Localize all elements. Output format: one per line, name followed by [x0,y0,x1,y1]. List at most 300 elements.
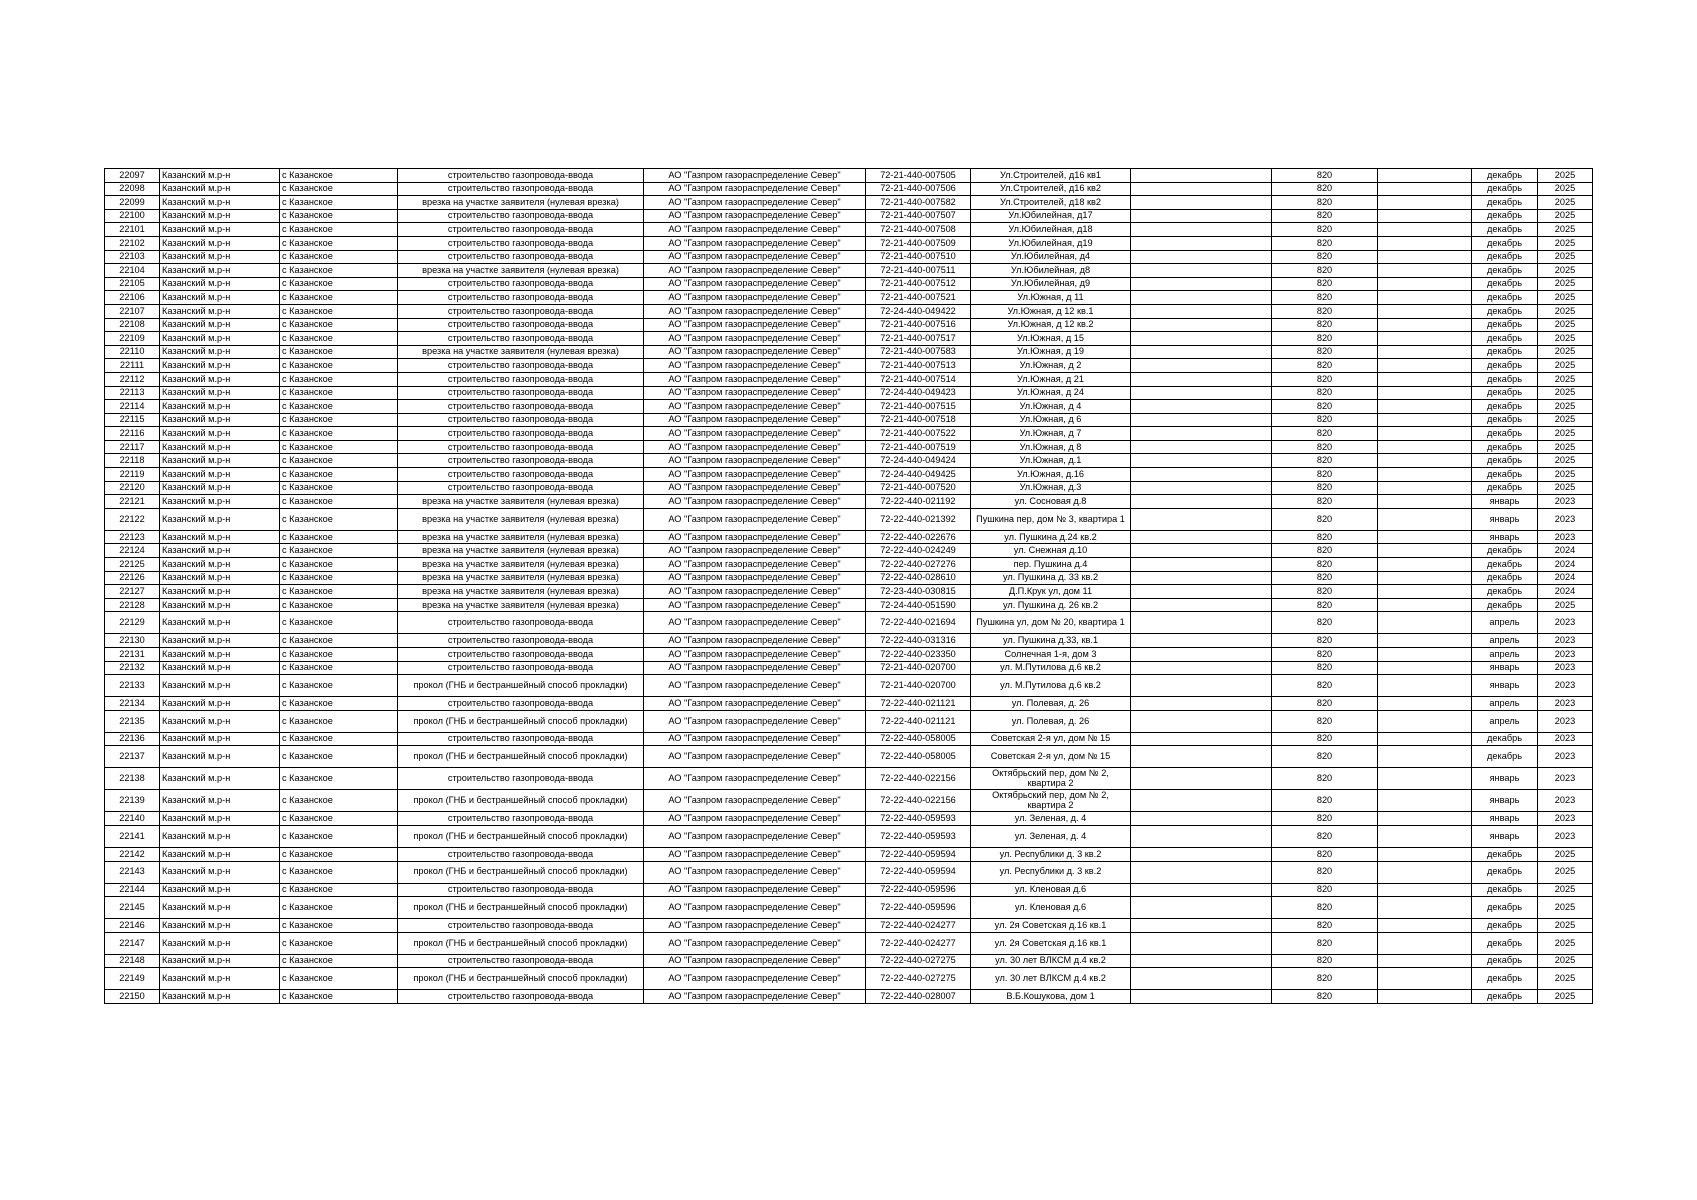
settlement-cell: с Казанское [280,182,398,196]
month-cell: январь [1472,825,1538,847]
district-cell: Казанский м.р-н [160,427,280,441]
address-cell: Д.П.Крук ул, дом 11 [971,585,1131,599]
organization-cell: АО "Газпром газораспределение Север" [644,223,866,237]
empty-cell [1378,585,1472,599]
application-number-cell: 72-22-440-028610 [866,571,971,585]
amount-cell: 820 [1272,264,1378,278]
row-number: 22120 [105,481,160,495]
empty-cell [1378,932,1472,954]
row-number: 22140 [105,812,160,826]
amount-cell: 820 [1272,508,1378,530]
empty-cell [1131,919,1272,933]
amount-cell: 820 [1272,768,1378,790]
application-number-cell: 72-21-440-007507 [866,209,971,223]
row-number: 22121 [105,495,160,509]
application-number-cell: 72-21-440-007508 [866,223,971,237]
year-cell: 2025 [1538,223,1593,237]
organization-cell: АО "Газпром газораспределение Север" [644,585,866,599]
organization-cell: АО "Газпром газораспределение Север" [644,304,866,318]
empty-cell [1378,277,1472,291]
organization-cell: АО "Газпром газораспределение Север" [644,768,866,790]
application-number-cell: 72-21-440-007514 [866,372,971,386]
table-row [105,386,1593,400]
application-number-cell: 72-21-440-007510 [866,250,971,264]
amount-cell: 820 [1272,400,1378,414]
row-number: 22107 [105,304,160,318]
year-cell: 2023 [1538,768,1593,790]
application-number-cell: 72-22-440-027275 [866,968,971,990]
amount-cell: 820 [1272,169,1378,183]
settlement-cell: с Казанское [280,768,398,790]
settlement-cell: с Казанское [280,883,398,897]
table-row [105,746,1593,768]
address-cell: ул. Пушкина д. 33 кв.2 [971,571,1131,585]
month-cell: декабрь [1472,345,1538,359]
organization-cell: АО "Газпром газораспределение Север" [644,182,866,196]
row-number: 22134 [105,697,160,711]
district-cell: Казанский м.р-н [160,291,280,305]
address-cell: ул. М.Путилова д.6 кв.2 [971,675,1131,697]
year-cell: 2025 [1538,209,1593,223]
address-cell: ул. Полевая, д. 26 [971,697,1131,711]
table-row [105,861,1593,883]
empty-cell [1131,236,1272,250]
month-cell: декабрь [1472,277,1538,291]
work-type-cell: строительство газопровода-ввода [398,919,644,933]
empty-cell [1131,710,1272,732]
application-number-cell: 72-22-440-024249 [866,544,971,558]
amount-cell: 820 [1272,861,1378,883]
organization-cell: АО "Газпром газораспределение Север" [644,861,866,883]
work-type-cell: прокол (ГНБ и бестраншейный способ прокладки) [398,675,644,697]
empty-cell [1131,182,1272,196]
year-cell: 2025 [1538,968,1593,990]
empty-cell [1131,661,1272,675]
work-type-cell: прокол (ГНБ и бестраншейный способ прокладки) [398,746,644,768]
month-cell: январь [1472,495,1538,509]
work-type-cell: врезка на участке заявителя (нулевая врезка) [398,495,644,509]
organization-cell: АО "Газпром газораспределение Север" [644,897,866,919]
amount-cell: 820 [1272,661,1378,675]
empty-cell [1131,530,1272,544]
work-type-cell: строительство газопровода-ввода [398,468,644,482]
amount-cell: 820 [1272,585,1378,599]
empty-cell [1378,196,1472,210]
row-number: 22146 [105,919,160,933]
empty-cell [1131,400,1272,414]
empty-cell [1131,847,1272,861]
work-type-cell: строительство газопровода-ввода [398,250,644,264]
application-number-cell: 72-21-440-007520 [866,481,971,495]
application-number-cell: 72-22-440-022156 [866,790,971,812]
organization-cell: АО "Газпром газораспределение Север" [644,968,866,990]
table-row [105,332,1593,346]
work-type-cell: строительство газопровода-ввода [398,697,644,711]
year-cell: 2025 [1538,847,1593,861]
organization-cell: АО "Газпром газораспределение Север" [644,495,866,509]
empty-cell [1131,932,1272,954]
address-cell: ул. Республики д. 3 кв.2 [971,847,1131,861]
organization-cell: АО "Газпром газораспределение Север" [644,481,866,495]
month-cell: декабрь [1472,919,1538,933]
application-number-cell: 72-21-440-007519 [866,440,971,454]
work-type-cell: врезка на участке заявителя (нулевая врезка) [398,585,644,599]
table-row [105,291,1593,305]
table-row [105,634,1593,648]
amount-cell: 820 [1272,236,1378,250]
row-number: 22144 [105,883,160,897]
application-number-cell: 72-22-440-021121 [866,697,971,711]
amount-cell: 820 [1272,825,1378,847]
empty-cell [1131,495,1272,509]
empty-cell [1378,304,1472,318]
year-cell: 2025 [1538,264,1593,278]
amount-cell: 820 [1272,223,1378,237]
table-row [105,169,1593,183]
organization-cell: АО "Газпром газораспределение Север" [644,169,866,183]
amount-cell: 820 [1272,812,1378,826]
application-number-cell: 72-22-440-028007 [866,990,971,1004]
empty-cell [1131,196,1272,210]
application-number-cell: 72-21-440-007583 [866,345,971,359]
amount-cell: 820 [1272,372,1378,386]
empty-cell [1131,468,1272,482]
row-number: 22109 [105,332,160,346]
settlement-cell: с Казанское [280,495,398,509]
empty-cell [1131,427,1272,441]
year-cell: 2025 [1538,304,1593,318]
month-cell: декабрь [1472,182,1538,196]
work-type-cell: врезка на участке заявителя (нулевая врезка) [398,598,644,612]
address-cell: В.Б.Кошукова, дом 1 [971,990,1131,1004]
table-row [105,768,1593,790]
settlement-cell: с Казанское [280,332,398,346]
year-cell: 2025 [1538,291,1593,305]
address-cell: Ул.Южная, д 4 [971,400,1131,414]
amount-cell: 820 [1272,468,1378,482]
organization-cell: АО "Газпром газораспределение Север" [644,697,866,711]
empty-cell [1378,661,1472,675]
month-cell: декабрь [1472,264,1538,278]
application-number-cell: 72-22-440-022676 [866,530,971,544]
application-number-cell: 72-22-440-021192 [866,495,971,509]
month-cell: декабрь [1472,413,1538,427]
district-cell: Казанский м.р-н [160,571,280,585]
table-row [105,954,1593,968]
table-row [105,612,1593,634]
empty-cell [1131,332,1272,346]
settlement-cell: с Казанское [280,825,398,847]
amount-cell: 820 [1272,634,1378,648]
empty-cell [1131,634,1272,648]
empty-cell [1378,318,1472,332]
month-cell: декабрь [1472,847,1538,861]
application-number-cell: 72-21-440-007505 [866,169,971,183]
amount-cell: 820 [1272,386,1378,400]
district-cell: Казанский м.р-н [160,746,280,768]
empty-cell [1378,710,1472,732]
empty-cell [1378,732,1472,746]
organization-cell: АО "Газпром газораспределение Север" [644,634,866,648]
empty-cell [1131,558,1272,572]
month-cell: декабрь [1472,968,1538,990]
empty-cell [1131,675,1272,697]
district-cell: Казанский м.р-н [160,169,280,183]
settlement-cell: с Казанское [280,675,398,697]
organization-cell: АО "Газпром газораспределение Север" [644,932,866,954]
work-type-cell: врезка на участке заявителя (нулевая врезка) [398,345,644,359]
year-cell: 2023 [1538,675,1593,697]
settlement-cell: с Казанское [280,790,398,812]
amount-cell: 820 [1272,427,1378,441]
amount-cell: 820 [1272,250,1378,264]
settlement-cell: с Казанское [280,277,398,291]
organization-cell: АО "Газпром газораспределение Север" [644,919,866,933]
amount-cell: 820 [1272,359,1378,373]
year-cell: 2025 [1538,250,1593,264]
empty-cell [1131,454,1272,468]
organization-cell: АО "Газпром газораспределение Север" [644,264,866,278]
district-cell: Казанский м.р-н [160,332,280,346]
organization-cell: АО "Газпром газораспределение Север" [644,508,866,530]
year-cell: 2025 [1538,277,1593,291]
table-row [105,697,1593,711]
work-type-cell: строительство газопровода-ввода [398,359,644,373]
address-cell: Ул.Южная, д 11 [971,291,1131,305]
work-type-cell: врезка на участке заявителя (нулевая врезка) [398,558,644,572]
organization-cell: АО "Газпром газораспределение Север" [644,386,866,400]
row-number: 22110 [105,345,160,359]
row-number: 22130 [105,634,160,648]
table-row [105,558,1593,572]
empty-cell [1378,812,1472,826]
application-number-cell: 72-22-440-059596 [866,883,971,897]
amount-cell: 820 [1272,932,1378,954]
district-cell: Казанский м.р-н [160,440,280,454]
table-row [105,264,1593,278]
settlement-cell: с Казанское [280,746,398,768]
year-cell: 2025 [1538,454,1593,468]
empty-cell [1131,746,1272,768]
row-number: 22108 [105,318,160,332]
row-number: 22136 [105,732,160,746]
month-cell: декабрь [1472,883,1538,897]
empty-cell [1131,571,1272,585]
settlement-cell: с Казанское [280,454,398,468]
district-cell: Казанский м.р-н [160,196,280,210]
month-cell: декабрь [1472,558,1538,572]
row-number: 22102 [105,236,160,250]
district-cell: Казанский м.р-н [160,544,280,558]
work-type-cell: строительство газопровода-ввода [398,318,644,332]
work-type-cell: строительство газопровода-ввода [398,182,644,196]
address-cell: ул. 2я Советская д.16 кв.1 [971,932,1131,954]
amount-cell: 820 [1272,495,1378,509]
month-cell: декабрь [1472,440,1538,454]
address-cell: Ул.Южная, д 15 [971,332,1131,346]
settlement-cell: с Казанское [280,847,398,861]
application-number-cell: 72-22-440-021121 [866,710,971,732]
address-cell: ул. Республики д. 3 кв.2 [971,861,1131,883]
empty-cell [1131,990,1272,1004]
empty-cell [1378,954,1472,968]
year-cell: 2023 [1538,530,1593,544]
organization-cell: АО "Газпром газораспределение Север" [644,990,866,1004]
empty-cell [1378,968,1472,990]
empty-cell [1378,332,1472,346]
row-number: 22145 [105,897,160,919]
table-row [105,675,1593,697]
row-number: 22111 [105,359,160,373]
table-row [105,598,1593,612]
empty-cell [1378,481,1472,495]
month-cell: январь [1472,790,1538,812]
month-cell: декабрь [1472,318,1538,332]
year-cell: 2025 [1538,182,1593,196]
settlement-cell: с Казанское [280,250,398,264]
year-cell: 2025 [1538,990,1593,1004]
work-type-cell: строительство газопровода-ввода [398,648,644,662]
empty-cell [1378,264,1472,278]
table-row [105,454,1593,468]
address-cell: Ул.Юбилейная, д4 [971,250,1131,264]
work-type-cell: строительство газопровода-ввода [398,169,644,183]
address-cell: ул. 30 лет ВЛКСМ д.4 кв.2 [971,954,1131,968]
table-row [105,236,1593,250]
address-cell: Пушкина ул, дом № 20, квартира 1 [971,612,1131,634]
year-cell: 2023 [1538,648,1593,662]
organization-cell: АО "Газпром газораспределение Север" [644,883,866,897]
district-cell: Казанский м.р-н [160,318,280,332]
year-cell: 2023 [1538,732,1593,746]
application-number-cell: 72-21-440-007513 [866,359,971,373]
district-cell: Казанский м.р-н [160,468,280,482]
year-cell: 2025 [1538,318,1593,332]
empty-cell [1131,359,1272,373]
table-row [105,250,1593,264]
district-cell: Казанский м.р-н [160,345,280,359]
amount-cell: 820 [1272,544,1378,558]
district-cell: Казанский м.р-н [160,585,280,599]
application-number-cell: 72-24-440-049424 [866,454,971,468]
table-row [105,182,1593,196]
organization-cell: АО "Газпром газораспределение Север" [644,277,866,291]
empty-cell [1131,304,1272,318]
table-row [105,440,1593,454]
amount-cell: 820 [1272,481,1378,495]
empty-cell [1378,883,1472,897]
address-cell: ул. 2я Советская д.16 кв.1 [971,919,1131,933]
district-cell: Казанский м.р-н [160,634,280,648]
empty-cell [1378,372,1472,386]
address-cell: Октябрьский пер, дом № 2, квартира 2 [971,768,1131,790]
month-cell: апрель [1472,648,1538,662]
work-type-cell: прокол (ГНБ и бестраншейный способ прокладки) [398,968,644,990]
month-cell: декабрь [1472,304,1538,318]
month-cell: январь [1472,675,1538,697]
month-cell: декабрь [1472,954,1538,968]
settlement-cell: с Казанское [280,732,398,746]
year-cell: 2023 [1538,495,1593,509]
table-row [105,359,1593,373]
district-cell: Казанский м.р-н [160,648,280,662]
district-cell: Казанский м.р-н [160,508,280,530]
amount-cell: 820 [1272,883,1378,897]
amount-cell: 820 [1272,196,1378,210]
settlement-cell: с Казанское [280,954,398,968]
row-number: 22138 [105,768,160,790]
empty-cell [1378,209,1472,223]
table-row [105,400,1593,414]
month-cell: декабрь [1472,223,1538,237]
row-number: 22143 [105,861,160,883]
organization-cell: АО "Газпром газораспределение Север" [644,318,866,332]
empty-cell [1378,223,1472,237]
settlement-cell: с Казанское [280,236,398,250]
organization-cell: АО "Газпром газораспределение Север" [644,675,866,697]
table-row [105,508,1593,530]
table-row [105,790,1593,812]
month-cell: декабрь [1472,196,1538,210]
address-cell: Ул.Южная, д 19 [971,345,1131,359]
district-cell: Казанский м.р-н [160,304,280,318]
row-number: 22112 [105,372,160,386]
empty-cell [1378,495,1472,509]
year-cell: 2025 [1538,861,1593,883]
empty-cell [1131,372,1272,386]
work-type-cell: строительство газопровода-ввода [398,954,644,968]
month-cell: декабрь [1472,454,1538,468]
work-type-cell: строительство газопровода-ввода [398,236,644,250]
month-cell: декабрь [1472,598,1538,612]
empty-cell [1378,454,1472,468]
empty-cell [1131,790,1272,812]
row-number: 22097 [105,169,160,183]
settlement-cell: с Казанское [280,661,398,675]
year-cell: 2023 [1538,812,1593,826]
address-cell: ул. 30 лет ВЛКСМ д.4 кв.2 [971,968,1131,990]
month-cell: декабрь [1472,427,1538,441]
empty-cell [1378,468,1472,482]
work-type-cell: строительство газопровода-ввода [398,454,644,468]
settlement-cell: с Казанское [280,812,398,826]
month-cell: декабрь [1472,990,1538,1004]
empty-cell [1131,508,1272,530]
row-number: 22104 [105,264,160,278]
year-cell: 2025 [1538,359,1593,373]
empty-cell [1378,250,1472,264]
year-cell: 2024 [1538,558,1593,572]
amount-cell: 820 [1272,919,1378,933]
application-number-cell: 72-22-440-024277 [866,932,971,954]
district-cell: Казанский м.р-н [160,182,280,196]
amount-cell: 820 [1272,277,1378,291]
year-cell: 2025 [1538,196,1593,210]
organization-cell: АО "Газпром газораспределение Север" [644,954,866,968]
month-cell: декабрь [1472,571,1538,585]
empty-cell [1131,318,1272,332]
organization-cell: АО "Газпром газораспределение Север" [644,427,866,441]
work-type-cell: прокол (ГНБ и бестраншейный способ прокладки) [398,861,644,883]
row-number: 22128 [105,598,160,612]
work-type-cell: строительство газопровода-ввода [398,661,644,675]
settlement-cell: с Казанское [280,990,398,1004]
month-cell: декабрь [1472,861,1538,883]
empty-cell [1131,968,1272,990]
empty-cell [1378,544,1472,558]
year-cell: 2025 [1538,400,1593,414]
empty-cell [1378,634,1472,648]
